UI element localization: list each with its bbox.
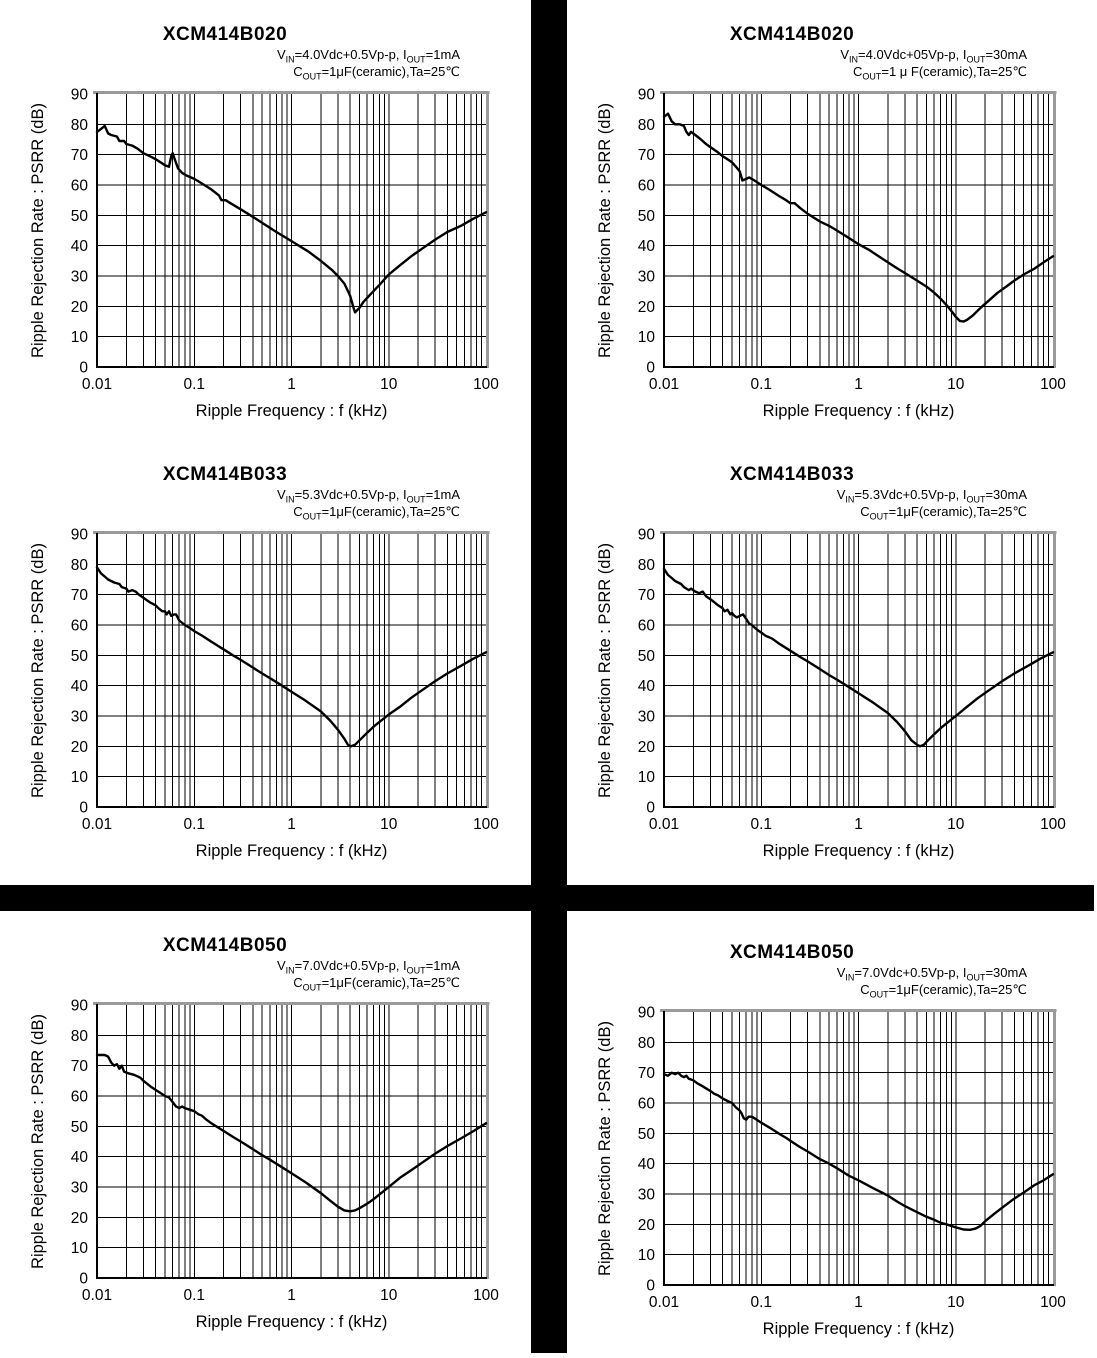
svg-text:10: 10 bbox=[380, 376, 398, 393]
svg-text:0: 0 bbox=[79, 799, 88, 817]
chart-title: XCM414B020 bbox=[162, 24, 288, 45]
y-axis-label: Ripple Rejection Rate : PSRR (dB) bbox=[596, 103, 614, 358]
x-tick-labels bbox=[82, 1287, 499, 1304]
chart-panel-xcm414b020-1ma bbox=[0, 0, 530, 440]
chart-plot bbox=[567, 518, 1097, 868]
svg-text:20: 20 bbox=[637, 1216, 655, 1234]
x-axis-label: Ripple Frequency : f (kHz) bbox=[195, 402, 388, 420]
chart-title: XCM414B033 bbox=[162, 464, 288, 485]
svg-text:40: 40 bbox=[637, 678, 655, 696]
y-axis-label: Ripple Rejection Rate : PSRR (dB) bbox=[596, 543, 614, 798]
chart-plot bbox=[0, 518, 530, 868]
svg-text:80: 80 bbox=[637, 1034, 655, 1052]
svg-text:10: 10 bbox=[70, 769, 88, 787]
row-divider bbox=[0, 885, 1094, 911]
y-axis-label: Ripple Rejection Rate : PSRR (dB) bbox=[29, 1014, 47, 1269]
condition-line-1: $V_{IN}=7.0Vdc+0.5Vp-p$, $I_{OUT}=30mA$ bbox=[836, 965, 1027, 983]
x-tick-labels bbox=[649, 816, 1066, 833]
svg-text:60: 60 bbox=[637, 1095, 655, 1113]
condition-line-2: $C_{OUT}=1\mu F(ceramic),Ta=25℃$ bbox=[293, 503, 460, 522]
svg-text:50: 50 bbox=[70, 207, 88, 225]
svg-text:0.1: 0.1 bbox=[183, 816, 206, 833]
y-tick-labels bbox=[638, 1005, 656, 1295]
svg-text:90: 90 bbox=[637, 526, 655, 544]
condition-line-2: $C_{OUT}=1\mu F(ceramic),Ta=25℃$ bbox=[860, 503, 1027, 522]
svg-text:40: 40 bbox=[637, 238, 655, 256]
x-tick-labels bbox=[649, 376, 1066, 393]
chart-title: XCM414B050 bbox=[162, 935, 288, 956]
x-tick-labels bbox=[82, 816, 499, 833]
svg-text:50: 50 bbox=[637, 647, 655, 665]
x-axis-label: Ripple Frequency : f (kHz) bbox=[195, 1313, 388, 1331]
chart-plot bbox=[0, 78, 530, 428]
chart-plot bbox=[567, 996, 1097, 1346]
svg-text:60: 60 bbox=[70, 177, 88, 195]
svg-text:40: 40 bbox=[70, 238, 88, 256]
chart-title: XCM414B033 bbox=[729, 464, 855, 485]
svg-text:80: 80 bbox=[70, 556, 88, 574]
svg-text:90: 90 bbox=[637, 1004, 655, 1022]
svg-text:0: 0 bbox=[79, 1270, 88, 1288]
svg-text:90: 90 bbox=[70, 526, 88, 544]
chart-plot bbox=[567, 78, 1097, 428]
svg-text:40: 40 bbox=[70, 1149, 88, 1167]
svg-text:0: 0 bbox=[646, 799, 655, 817]
svg-text:100: 100 bbox=[1040, 816, 1066, 833]
condition-line-1: $V_{IN}=5.3Vdc+0.5Vp-p$, $I_{OUT}=1mA$ bbox=[276, 487, 460, 505]
svg-text:60: 60 bbox=[637, 617, 655, 635]
svg-text:50: 50 bbox=[637, 207, 655, 225]
svg-text:60: 60 bbox=[70, 1088, 88, 1106]
svg-text:80: 80 bbox=[70, 116, 88, 134]
svg-text:0.1: 0.1 bbox=[750, 376, 773, 393]
svg-text:0.1: 0.1 bbox=[750, 1294, 773, 1311]
y-axis-label: Ripple Rejection Rate : PSRR (dB) bbox=[29, 543, 47, 798]
test-conditions bbox=[837, 487, 1027, 520]
svg-text:0.01: 0.01 bbox=[81, 816, 113, 833]
svg-text:0.1: 0.1 bbox=[750, 816, 773, 833]
svg-text:0.01: 0.01 bbox=[648, 1294, 680, 1311]
condition-line-1: $V_{IN}=4.0Vdc+05Vp-p$, $I_{OUT}=30mA$ bbox=[840, 47, 1027, 65]
svg-text:20: 20 bbox=[637, 298, 655, 316]
svg-text:70: 70 bbox=[637, 1065, 655, 1083]
svg-text:1: 1 bbox=[287, 816, 296, 833]
svg-text:70: 70 bbox=[70, 587, 88, 605]
svg-text:0.01: 0.01 bbox=[81, 1287, 113, 1304]
svg-text:0.1: 0.1 bbox=[183, 376, 206, 393]
svg-text:100: 100 bbox=[473, 376, 499, 393]
x-axis-label: Ripple Frequency : f (kHz) bbox=[762, 1320, 955, 1338]
svg-text:100: 100 bbox=[1040, 376, 1066, 393]
y-tick-labels bbox=[638, 87, 656, 377]
svg-text:30: 30 bbox=[70, 708, 88, 726]
svg-text:30: 30 bbox=[70, 268, 88, 286]
svg-text:1: 1 bbox=[287, 376, 296, 393]
svg-text:10: 10 bbox=[70, 329, 88, 347]
chart-panel-xcm414b050-30ma bbox=[567, 918, 1097, 1358]
svg-text:30: 30 bbox=[70, 1179, 88, 1197]
chart-title: XCM414B050 bbox=[729, 942, 855, 963]
gridlines bbox=[97, 1005, 486, 1278]
y-tick-labels bbox=[638, 527, 656, 817]
svg-text:90: 90 bbox=[637, 86, 655, 104]
svg-text:70: 70 bbox=[637, 147, 655, 165]
y-axis-label: Ripple Rejection Rate : PSRR (dB) bbox=[29, 103, 47, 358]
chart-panel-xcm414b033-30ma bbox=[567, 440, 1097, 880]
svg-text:1: 1 bbox=[854, 1294, 863, 1311]
svg-text:20: 20 bbox=[637, 738, 655, 756]
test-conditions bbox=[277, 958, 460, 991]
condition-line-2: $C_{OUT}=1\mu F(ceramic),Ta=25℃$ bbox=[293, 63, 460, 82]
svg-text:30: 30 bbox=[637, 1186, 655, 1204]
gridlines bbox=[664, 94, 1053, 367]
chart-plot bbox=[0, 989, 530, 1339]
y-tick-labels bbox=[71, 87, 89, 377]
test-conditions bbox=[277, 47, 460, 80]
chart-panel-xcm414b033-1ma bbox=[0, 440, 530, 880]
column-divider bbox=[531, 0, 567, 1353]
svg-text:10: 10 bbox=[380, 1287, 398, 1304]
condition-line-1: $V_{IN}=5.3Vdc+0.5Vp-p$, $I_{OUT}=30mA$ bbox=[836, 487, 1027, 505]
chart-title: XCM414B020 bbox=[729, 24, 855, 45]
condition-line-1: $V_{IN}=7.0Vdc+0.5Vp-p$, $I_{OUT}=1mA$ bbox=[276, 958, 460, 976]
svg-text:70: 70 bbox=[70, 147, 88, 165]
svg-text:10: 10 bbox=[947, 376, 965, 393]
svg-text:60: 60 bbox=[70, 617, 88, 635]
svg-text:0.01: 0.01 bbox=[648, 816, 680, 833]
gridlines bbox=[97, 94, 486, 367]
svg-text:10: 10 bbox=[637, 329, 655, 347]
svg-text:30: 30 bbox=[637, 708, 655, 726]
svg-text:100: 100 bbox=[473, 1287, 499, 1304]
svg-text:60: 60 bbox=[637, 177, 655, 195]
condition-line-1: $V_{IN}=4.0Vdc+0.5Vp-p$, $I_{OUT}=1mA$ bbox=[276, 47, 460, 65]
test-conditions bbox=[840, 47, 1027, 80]
svg-text:80: 80 bbox=[637, 116, 655, 134]
chart-panel-xcm414b050-1ma bbox=[0, 911, 530, 1351]
test-conditions bbox=[277, 487, 460, 520]
svg-text:30: 30 bbox=[637, 268, 655, 286]
svg-text:80: 80 bbox=[637, 556, 655, 574]
svg-text:70: 70 bbox=[637, 587, 655, 605]
svg-text:40: 40 bbox=[70, 678, 88, 696]
svg-text:20: 20 bbox=[70, 1209, 88, 1227]
svg-text:90: 90 bbox=[70, 86, 88, 104]
svg-text:1: 1 bbox=[854, 816, 863, 833]
y-tick-labels bbox=[71, 527, 89, 817]
gridlines bbox=[664, 534, 1053, 807]
condition-line-2: $C_{OUT}=1\mu F(ceramic),Ta=25℃$ bbox=[860, 981, 1027, 1000]
svg-text:10: 10 bbox=[637, 769, 655, 787]
svg-text:80: 80 bbox=[70, 1027, 88, 1045]
svg-text:20: 20 bbox=[70, 298, 88, 316]
svg-text:0: 0 bbox=[646, 1277, 655, 1295]
x-axis-label: Ripple Frequency : f (kHz) bbox=[762, 402, 955, 420]
svg-text:90: 90 bbox=[70, 997, 88, 1015]
x-tick-labels bbox=[649, 1294, 1066, 1311]
svg-text:50: 50 bbox=[70, 1118, 88, 1136]
x-axis-label: Ripple Frequency : f (kHz) bbox=[195, 842, 388, 860]
svg-text:10: 10 bbox=[380, 816, 398, 833]
test-conditions bbox=[837, 965, 1027, 998]
svg-text:100: 100 bbox=[1040, 1294, 1066, 1311]
svg-text:100: 100 bbox=[473, 816, 499, 833]
svg-text:10: 10 bbox=[637, 1247, 655, 1265]
x-axis-label: Ripple Frequency : f (kHz) bbox=[762, 842, 955, 860]
gridlines bbox=[664, 1012, 1053, 1285]
svg-text:10: 10 bbox=[947, 1294, 965, 1311]
svg-text:50: 50 bbox=[637, 1125, 655, 1143]
svg-text:0: 0 bbox=[79, 359, 88, 377]
svg-text:20: 20 bbox=[70, 738, 88, 756]
svg-text:0.01: 0.01 bbox=[81, 376, 113, 393]
svg-text:0.1: 0.1 bbox=[183, 1287, 206, 1304]
y-tick-labels bbox=[71, 998, 89, 1288]
svg-text:1: 1 bbox=[287, 1287, 296, 1304]
svg-text:50: 50 bbox=[70, 647, 88, 665]
y-axis-label: Ripple Rejection Rate : PSRR (dB) bbox=[596, 1021, 614, 1276]
condition-line-2: $C_{OUT}=1\mu F(ceramic),Ta=25℃$ bbox=[293, 974, 460, 993]
gridlines bbox=[97, 534, 486, 807]
svg-text:10: 10 bbox=[947, 816, 965, 833]
condition-line-2: $C_{OUT}=1$ μ F(ceramic),Ta=25℃ bbox=[852, 63, 1027, 82]
x-tick-labels bbox=[82, 376, 499, 393]
svg-text:70: 70 bbox=[70, 1058, 88, 1076]
svg-text:10: 10 bbox=[70, 1240, 88, 1258]
svg-text:0: 0 bbox=[646, 359, 655, 377]
chart-panel-xcm414b020-30ma bbox=[567, 0, 1097, 440]
svg-text:40: 40 bbox=[637, 1156, 655, 1174]
svg-text:0.01: 0.01 bbox=[648, 376, 680, 393]
svg-text:1: 1 bbox=[854, 376, 863, 393]
